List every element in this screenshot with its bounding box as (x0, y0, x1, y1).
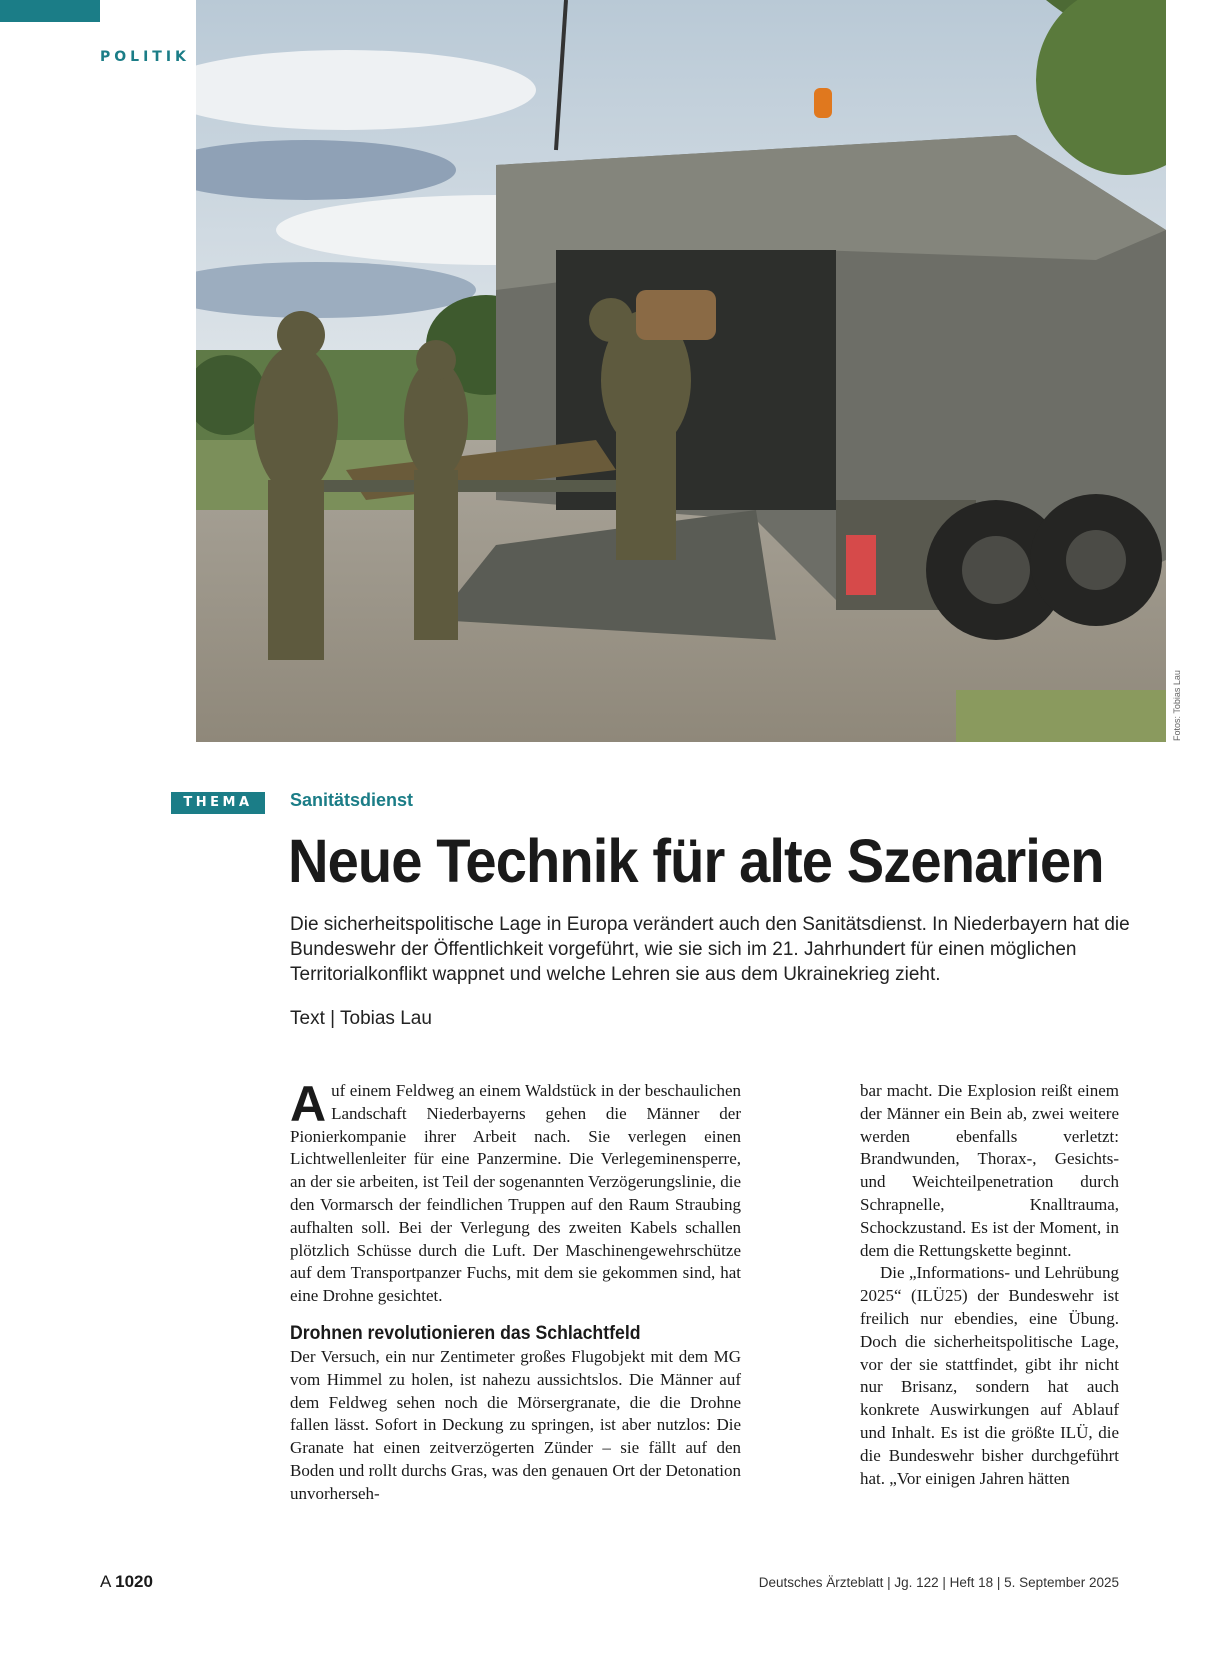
article-kicker: Sanitätsdienst (290, 790, 414, 810)
article-byline: Text | Tobias Lau (290, 1008, 432, 1029)
drop-cap: A (290, 1076, 327, 1132)
page-prefix: A (100, 1572, 111, 1591)
page-number-value: 1020 (115, 1572, 153, 1591)
paragraph-1-text: uf einem Feldweg an einem Waldstück in der beschaulichen Landschaft Niederbayerns gehen die Männer der Pionierkompanie ihrer Arbeit nach. Sie verlegen einen Lichtwellenleiter für eine Panzermine. Die Verlegeminensperre, an der sie arbeiten, ist Teil der sogenannten Verzögerungslinie, die den Vormarsch der feindlichen Truppen auf den Raum Straubing aufhalten soll. Bei der Verlegung des zweiten Kabels schallen plötzlich Schüsse durch die Luft. Der Maschinengewehrschütze auf dem Transportpanzer Fuchs, mit dem sie gekommen sind, hat eine Drohne gesichtet. (290, 1081, 741, 1306)
footer-publication-info: Deutsches Ärzteblatt | Jg. 122 | Heft 18 | 5. September 2025 (758, 1575, 1119, 1590)
thema-badge: THEMA (171, 792, 265, 814)
section-tab-bar (0, 0, 100, 22)
article-column-left (290, 1076, 741, 1506)
article-paragraph-2: Der Versuch, ein nur Zentimeter großes Flugobjekt mit dem MG vom Himmel zu holen, ist nahezu aussichtslos. Die Männer auf dem Feldweg sehen noch die Mörsergranate, die die Drohne fallen lässt. Sofort in Deckung zu springen, ist aber nutzlos: Die Granate hat einen zeitverzögerten Zünder – sie fällt auf den Boden und rollt durchs Gras, was den genauen Ort der Detonation unvorherseh- (290, 1346, 741, 1503)
article-paragraph-1 (290, 1076, 741, 1308)
page-number (100, 1572, 153, 1592)
photo-credit: Fotos: Tobias Lau (1172, 670, 1182, 741)
article-paragraph-4: Die „Informations- und Lehrübung 2025“ (ILÜ25) der Bundeswehr ist freilich nur ebendies, eine Übung. Doch die sicherheitspolitische Lage, vor der sie stattfindet, gibt ihr nicht nur Brisanz, sondern hat auch konkrete Auswirkungen auf Ablauf und Inhalt. Es ist die größte ILÜ, die die Bundeswehr bisher durchgeführt hat. „Vor einigen Jahren hätten (860, 1263, 1119, 1488)
article-paragraph-3: bar macht. Die Explosion reißt einem der Männer ein Bein ab, zwei weitere werden ebenfalls verletzt: Brandwunden, Thorax-, Gesichts- und Weichteilpenetration durch Schrapnelle, Knalltrauma, Schockzustand. Es ist der Moment, in dem die Rettungskette beginnt. (860, 1081, 1119, 1260)
hero-photo-illustration (196, 0, 1166, 742)
article-column-right (860, 1080, 1119, 1490)
article-subhead: Drohnen revolutionieren das Schlachtfeld (290, 1322, 641, 1344)
hero-photo (196, 0, 1166, 742)
section-label: POLITIK (100, 49, 190, 65)
article-title: Neue Technik für alte Szenarien (288, 827, 1104, 895)
article-lead: Die sicherheitspolitische Lage in Europa verändert auch den Sanitätsdienst. In Niederbayern hat die Bundeswehr der Öffentlichkeit vorgeführt, wie sie sich im 21. Jahrhundert für einen möglichen Territorialkonflikt wappnet und welche Lehren sie aus dem Ukrainekrieg zieht. (290, 914, 1130, 985)
